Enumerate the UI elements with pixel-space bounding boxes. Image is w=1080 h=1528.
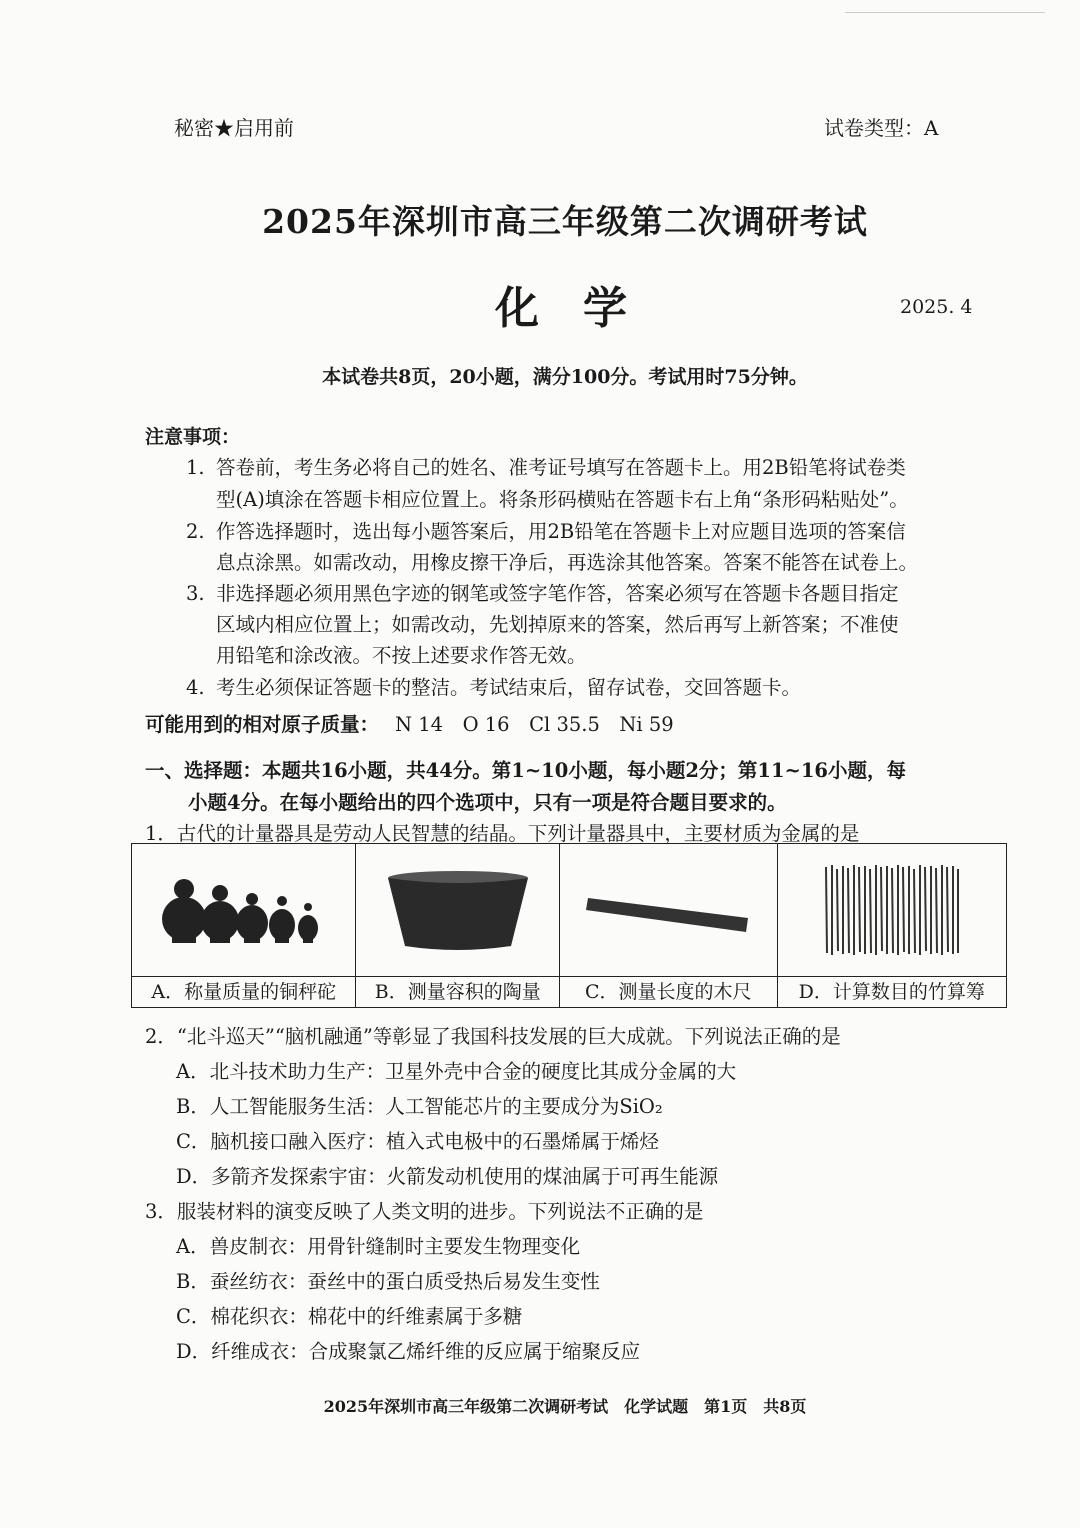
q2-option-a: A．北斗技术助力生产：卫星外壳中合金的硬度比其成分金属的大 bbox=[176, 1060, 737, 1083]
atomic-mass-label: 可能用到的相对原子质量： bbox=[145, 713, 380, 736]
q3-option-b: B．蚕丝纺衣：蚕丝中的蛋白质受热后易发生变性 bbox=[176, 1270, 600, 1293]
exam-title: 2025年深圳市高三年级第二次调研考试 bbox=[262, 202, 868, 241]
bamboo-counting-rods-image bbox=[822, 863, 962, 958]
notice-text: 答卷前，考生务必将自己的姓名、准考证号填写在答题卡上。用2B铅笔将试卷类 bbox=[216, 456, 906, 479]
notice-item-1 bbox=[186, 452, 906, 480]
q1-option-b bbox=[356, 844, 560, 1007]
notice-number: 4. bbox=[186, 676, 205, 699]
q1-option-d-label: D．计算数目的竹算筹 bbox=[798, 981, 985, 1003]
notice-heading: 注意事项： bbox=[145, 426, 241, 448]
bronze-weights-image bbox=[154, 875, 334, 945]
notice-item-3-cont: 区域内相应位置上；如需改动，先划掉原来的答案，然后再写上新答案；不准使 bbox=[216, 613, 899, 636]
notice-text: 作答选择题时，选出每小题答案后，用2B铅笔在答题卡上对应题目选项的答案信 bbox=[216, 520, 906, 543]
notice-item-1-cont: 型(A)填涂在答题卡相应位置上。将条形码横贴在答题卡右上角“条形码粘贴处”。 bbox=[216, 488, 909, 511]
q1-option-a bbox=[132, 844, 356, 1007]
notice-number: 3. bbox=[186, 582, 205, 605]
q2-option-b: B．人工智能服务生活：人工智能芯片的主要成分为SiO₂ bbox=[176, 1095, 663, 1118]
q3-option-d: D．纤维成衣：合成聚氯乙烯纤维的反应属于缩聚反应 bbox=[176, 1340, 641, 1363]
notice-text: 非选择题必须用黑色字迹的钢笔或签字笔作答，答案必须写在答题卡各题目指定 bbox=[216, 582, 899, 605]
q2-option-c: C．脑机接口融入医疗：植入式电极中的石墨烯属于烯烃 bbox=[176, 1130, 659, 1153]
exam-date: 2025. 4 bbox=[900, 296, 973, 318]
q1-option-c-label: C．测量长度的木尺 bbox=[584, 981, 752, 1003]
exam-intro: 本试卷共8页，20小题，满分100分。考试用时75分钟。 bbox=[322, 366, 808, 388]
q1-options-table bbox=[131, 843, 1007, 1008]
q1-stem: 1．古代的计量器具是劳动人民智慧的结晶。下列计量器具中，主要材质为金属的是 bbox=[145, 822, 860, 845]
notice-item-4 bbox=[186, 672, 801, 700]
notice-text: 考生必须保证答题卡的整洁。考试结束后，留存试卷，交回答题卡。 bbox=[216, 676, 802, 699]
q1-option-d bbox=[778, 844, 1006, 1007]
q3-option-c: C．棉花织衣：棉花中的纤维素属于多糖 bbox=[176, 1305, 523, 1328]
section1-heading-cont: 小题4分。在每小题给出的四个选项中，只有一项是符合题目要求的。 bbox=[188, 791, 787, 814]
notice-number: 2. bbox=[186, 520, 205, 543]
notice-number: 1. bbox=[186, 456, 205, 479]
q2-option-d: D．多箭齐发探索宇宙：火箭发动机使用的煤油属于可再生能源 bbox=[176, 1165, 719, 1188]
q1-option-b-label: B．测量容积的陶量 bbox=[374, 981, 541, 1003]
notice-item-3-cont2: 用铅笔和涂改液。不按上述要求作答无效。 bbox=[216, 644, 587, 667]
paper-type-label: 试卷类型：A bbox=[824, 116, 939, 140]
q3-stem: 3．服装材料的演变反映了人类文明的进步。下列说法不正确的是 bbox=[145, 1200, 704, 1223]
notice-item-2-cont: 息点涂黑。如需改动，用橡皮擦干净后，再选涂其他答案。答案不能答在试卷上。 bbox=[216, 551, 919, 574]
page-footer: 2025年深圳市高三年级第二次调研考试 化学试题 第1页 共8页 bbox=[323, 1397, 807, 1416]
notice-item-2 bbox=[186, 516, 906, 544]
q2-stem: 2．“北斗巡天”“脑机融通”等彰显了我国科技发展的巨大成就。下列说法正确的是 bbox=[145, 1025, 841, 1048]
q1-option-a-label: A．称量质量的铜秤砣 bbox=[151, 981, 337, 1003]
atomic-mass-values: N 14 O 16 Cl 35.5 Ni 59 bbox=[395, 713, 674, 736]
wooden-ruler-image bbox=[578, 880, 758, 940]
notice-item-3 bbox=[186, 578, 899, 606]
subject-title: 化学 bbox=[495, 283, 671, 334]
confidential-label: 秘密★启用前 bbox=[174, 116, 294, 140]
section1-heading: 一、选择题：本题共16小题，共44分。第1~10小题，每小题2分；第11~16小题，每 bbox=[145, 759, 906, 782]
atomic-mass-line bbox=[145, 709, 674, 737]
q3-option-a: A．兽皮制衣：用骨针缝制时主要发生物理变化 bbox=[176, 1235, 581, 1258]
pottery-measure-image bbox=[383, 868, 533, 953]
scan-edge-line bbox=[845, 12, 1045, 13]
q1-option-c bbox=[560, 844, 778, 1007]
